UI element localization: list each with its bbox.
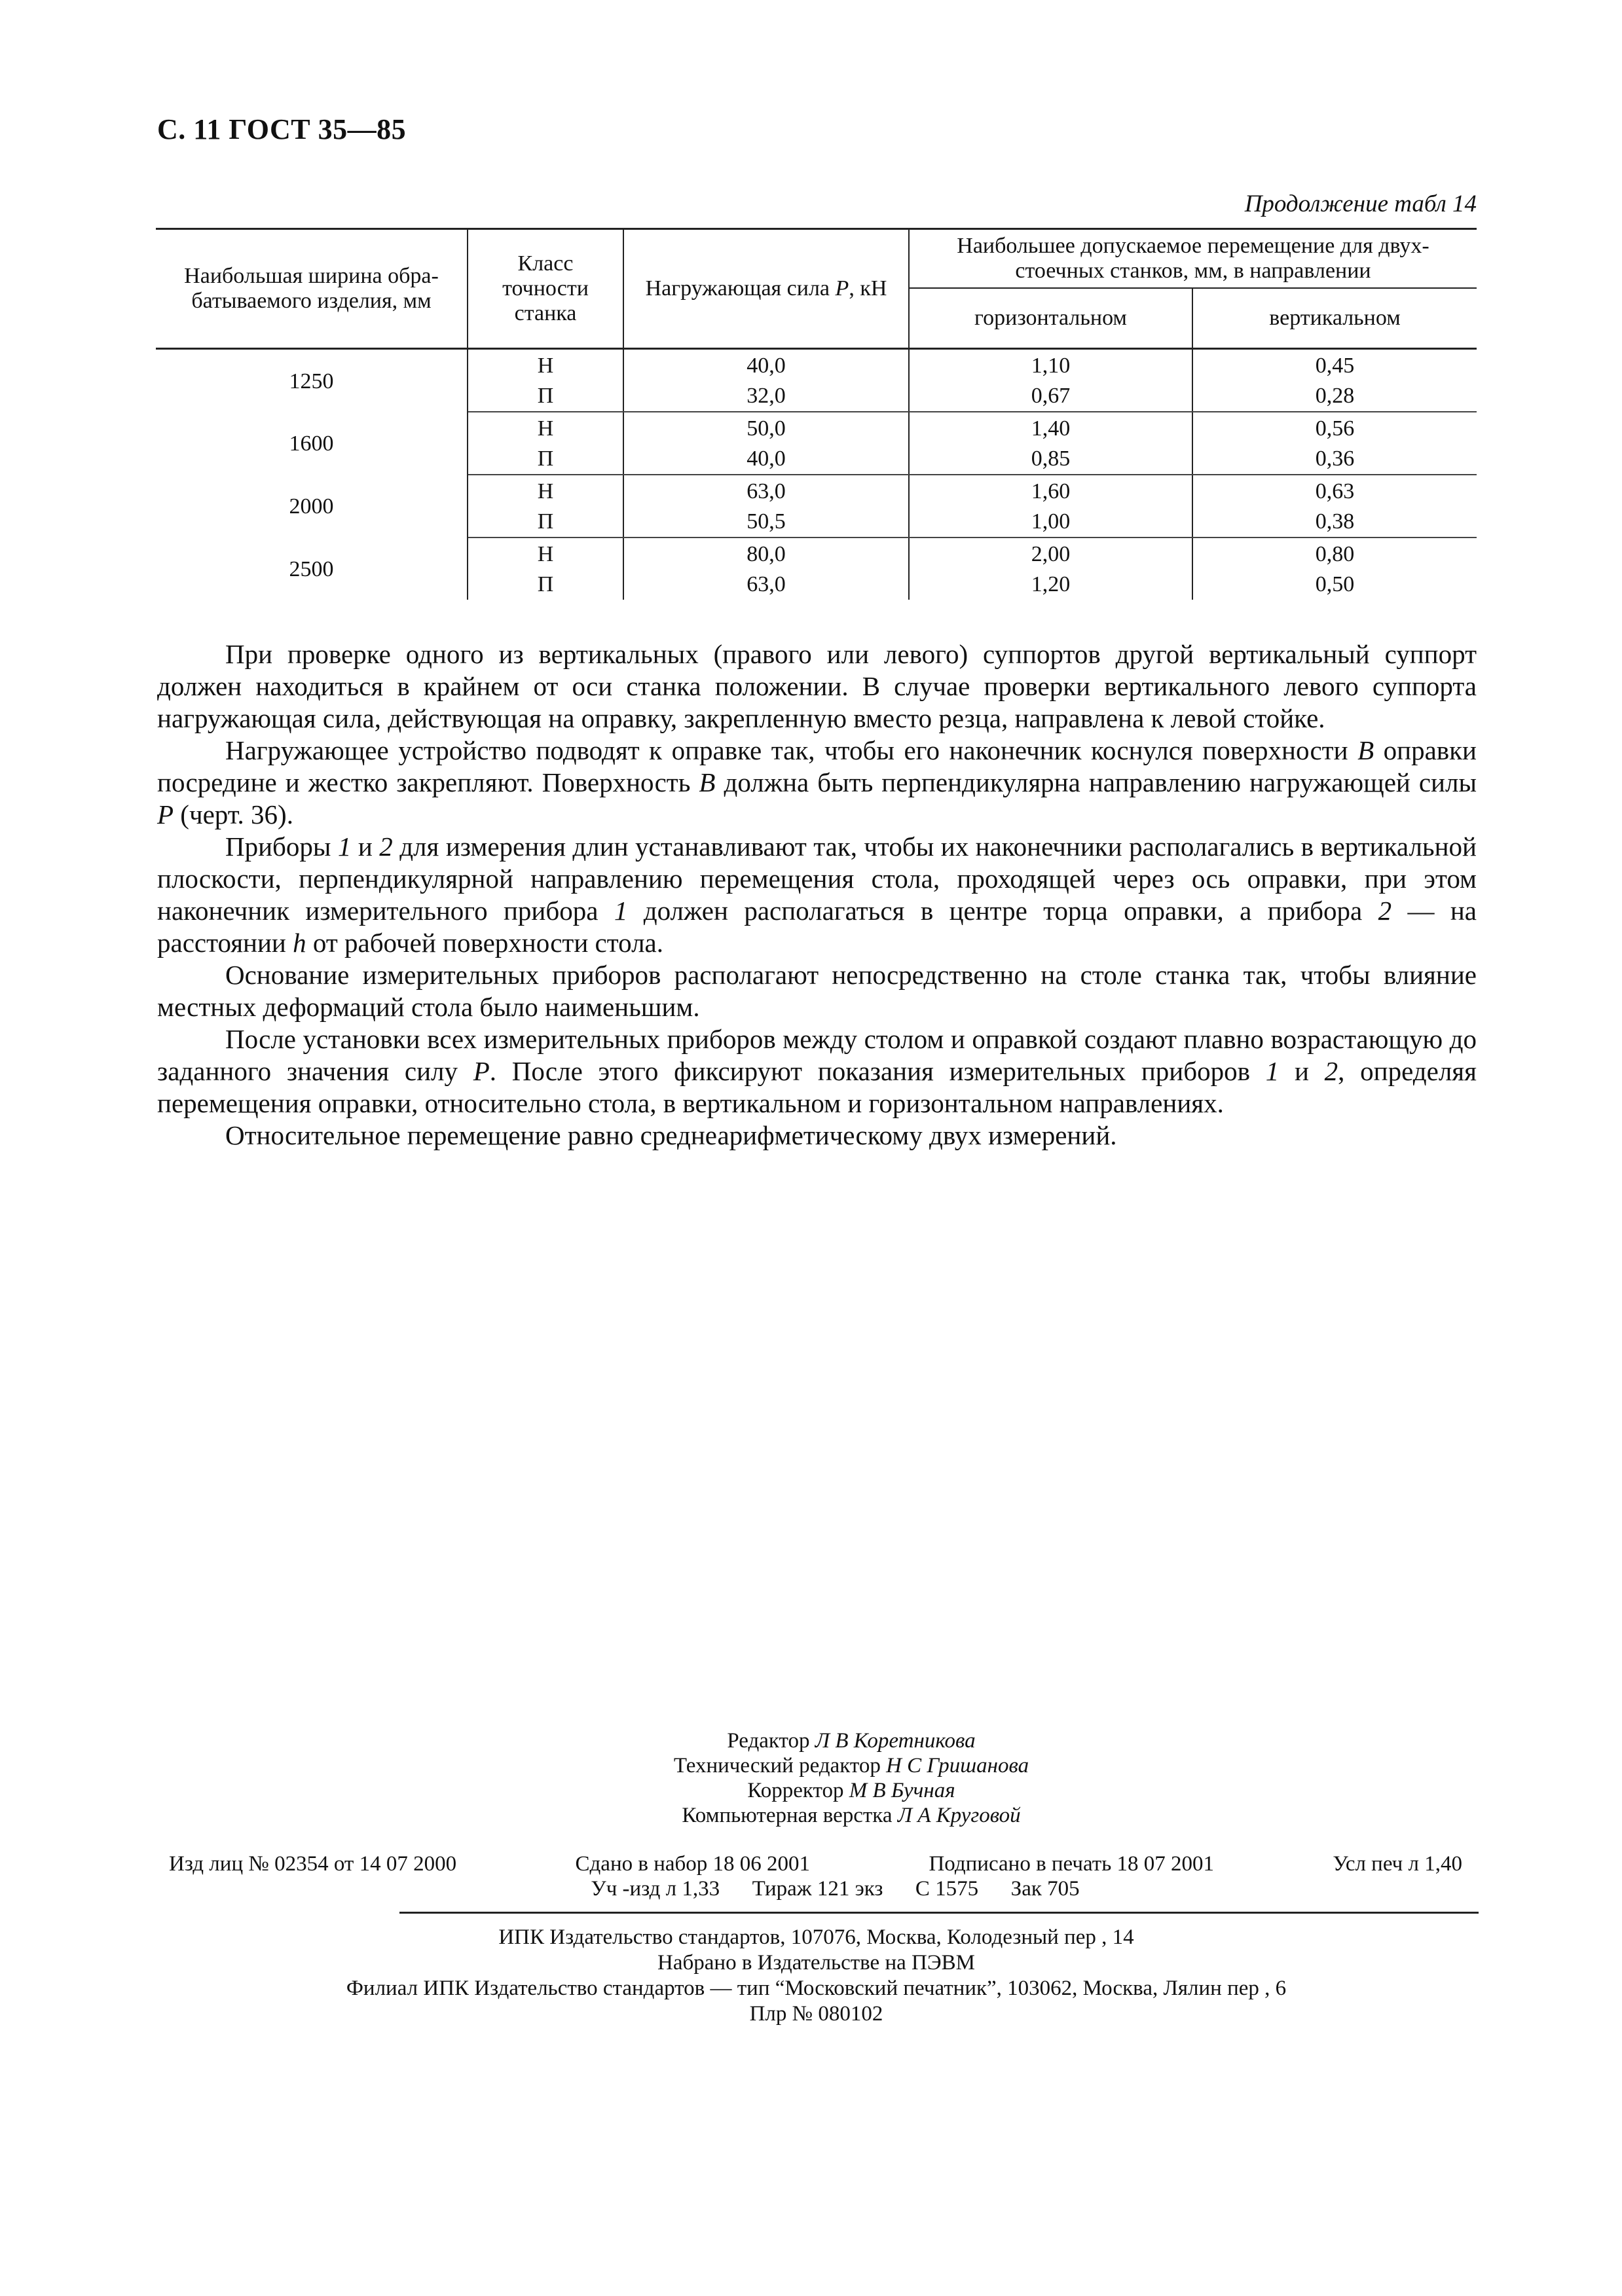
body-paragraph: Основание измерительных приборов располагают непосредственно на столе станка так, чтобы влияние местных деформаций стола было наименьшим. [157,960,1477,1022]
credit-role: Технический редактор [673,1754,887,1777]
imprint-signed: Подписано в печать 18 07 2001 [929,1852,1214,1876]
col-header-width: Наибольшая ширина обра-батываемого изделия, мм [156,229,468,349]
cell-vertical: 0,80 [1192,538,1477,570]
table-row [156,538,1477,570]
cell-class: Н [468,349,623,382]
cell-load: 40,0 [623,444,909,475]
publisher-line-3: Филиал ИПК Издательство стандартов — тип “Московский печатник”, 103062, Москва, Лялин пер , 6 [346,1977,1287,2000]
cell-class: Н [468,412,623,444]
cell-class: П [468,570,623,600]
imprint-row-2 [169,1876,1462,1901]
cell-load: 63,0 [623,570,909,600]
credit-role: Редактор [727,1729,815,1753]
body-paragraph: Приборы 1 и 2 для измерения длин устанавливают так, чтобы их наконечники располагались в вертикальной плоскости, перпендикулярной направлению перемещения стола, проходящей через ось оправки, при этом наконечник измерительного прибора 1 должен располагаться в центре торца оправки, а прибора 2 — на расстоянии h от рабочей поверхности стола. [157,831,1477,958]
body-paragraph: При проверке одного из вертикальных (правого или левого) суппортов другой вертикальный суппорт должен находиться в крайнем от оси станка положении. В случае проверки вертикального левого суппорта нагружающая сила, действующая на оправку, закрепленную вместо резца, направлена к левой стойке. [157,639,1477,733]
cell-horizontal: 1,10 [909,349,1192,382]
cell-vertical: 0,38 [1192,507,1477,538]
credit-line [589,1728,1113,1753]
cell-class: Н [468,538,623,570]
body-paragraph: После установки всех измерительных приборов между столом и оправкой создают плавно возрастающую до заданного значения силу P. После этого фиксируют показания измерительных приборов 1 и 2, определяя перемещения оправки, относительно стола, в вертикальном и горизонтальном направлениях. [157,1024,1477,1118]
imprint-order: Зак 705 [1010,1877,1080,1901]
body-paragraph: Относительное перемещение равно среднеарифметическому двух измерений. [225,1120,1117,1150]
credit-name: Н С Гришанова [886,1754,1029,1777]
table-body [156,349,1477,600]
cell-load: 63,0 [623,475,909,507]
credits [589,1728,1113,1828]
cell-horizontal: 0,67 [909,381,1192,412]
col-header-load: Нагружающая сила P, кН [623,229,909,349]
cell-class: П [468,507,623,538]
cell-load: 32,0 [623,381,909,412]
page-header: С. 11 ГОСТ 35—85 [157,113,407,145]
credit-line [589,1803,1113,1828]
cell-vertical: 0,28 [1192,381,1477,412]
imprint-pub-sheets: Уч -изд л 1,33 [591,1877,720,1901]
credit-role: Корректор [747,1779,849,1802]
credit-name: М В Бучная [849,1779,955,1802]
imprint-divider [399,1912,1479,1914]
table-row [156,475,1477,507]
imprint-row-1 [169,1851,1462,1876]
credit-name: Л В Коретникова [815,1729,976,1753]
credit-line [589,1778,1113,1803]
publisher-line-2: Набрано в Издательстве на ПЭВМ [657,1951,975,1975]
cell-class: П [468,381,623,412]
imprint [169,1851,1462,1901]
cell-class: Н [468,475,623,507]
cell-width: 1600 [156,412,468,475]
cell-horizontal: 2,00 [909,538,1192,570]
table-row [156,412,1477,444]
col-header-class: Класс точности станка [468,229,623,349]
publisher-line-4: Плр № 080102 [749,2002,883,2026]
cell-horizontal: 0,85 [909,444,1192,475]
cell-horizontal: 1,00 [909,507,1192,538]
imprint-code: С 1575 [915,1877,979,1901]
cell-load: 50,0 [623,412,909,444]
cell-horizontal: 1,20 [909,570,1192,600]
col-header-vertical: вертикальном [1192,288,1477,349]
cell-load: 40,0 [623,349,909,382]
cell-horizontal: 1,60 [909,475,1192,507]
cell-load: 80,0 [623,538,909,570]
cell-width: 2000 [156,475,468,538]
credit-role: Компьютерная верстка [682,1804,898,1827]
imprint-print-run: Тираж 121 экз [752,1877,883,1901]
table-caption: Продолжение табл 14 [1244,191,1477,217]
cell-load: 50,5 [623,507,909,538]
imprint-print-sheets: Усл печ л 1,40 [1333,1852,1462,1876]
col-header-displacement: Наибольшее допускаемое перемещение для двух-стоечных станков, мм, в направлении [909,229,1477,289]
cell-vertical: 0,50 [1192,570,1477,600]
table-row [156,349,1477,382]
credit-name: Л А Круговой [897,1804,1021,1827]
publisher-info [156,1925,1477,2027]
cell-horizontal: 1,40 [909,412,1192,444]
cell-width: 2500 [156,538,468,600]
imprint-submitted: Сдано в набор 18 06 2001 [575,1852,811,1876]
cell-width: 1250 [156,349,468,412]
cell-vertical: 0,63 [1192,475,1477,507]
cell-vertical: 0,45 [1192,349,1477,382]
cell-vertical: 0,36 [1192,444,1477,475]
spec-table [156,228,1477,600]
col-header-horizontal: горизонтальном [909,288,1192,349]
body-text [157,638,1477,1152]
body-paragraph: Нагружающее устройство подводят к оправке так, чтобы его наконечник коснулся поверхности B оправки посредине и жестко закрепляют. Поверхность B должна быть перпендикулярна направлению нагружающей силы P (черт. 36). [157,735,1477,829]
publisher-line-1: ИПК Издательство стандартов, 107076, Москва, Колодезный пер , 14 [498,1925,1134,1949]
credit-line [589,1753,1113,1778]
cell-class: П [468,444,623,475]
cell-vertical: 0,56 [1192,412,1477,444]
imprint-license: Изд лиц № 02354 от 14 07 2000 [169,1852,457,1876]
